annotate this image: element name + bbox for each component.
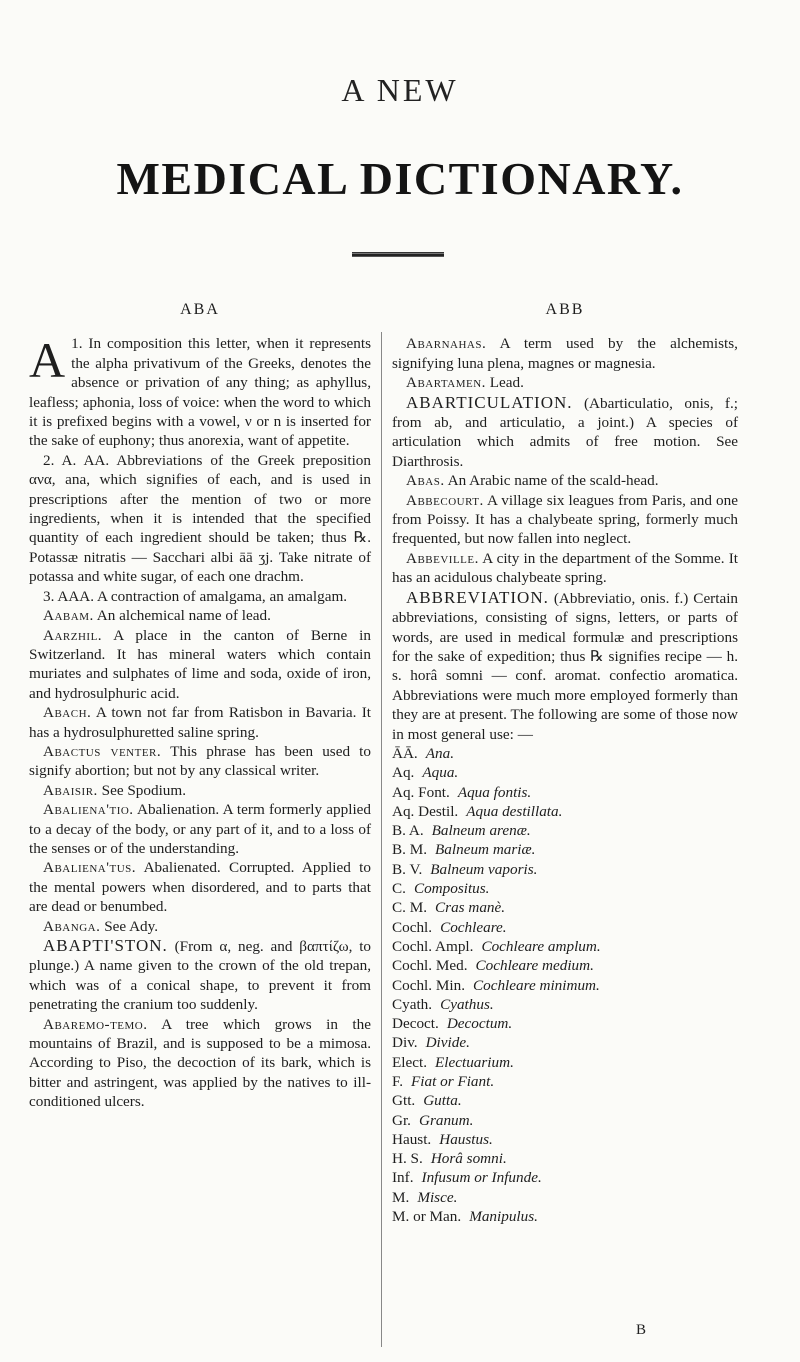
right-column <box>392 300 738 1226</box>
abbreviation-item <box>392 1188 738 1207</box>
abbreviation-meaning: Ana. <box>425 744 454 762</box>
abbreviation-term: Cochl. <box>392 918 433 936</box>
signature-mark: B <box>636 1322 647 1338</box>
abbreviation-term: H. S. <box>392 1150 423 1168</box>
entry-headword: ABAPTI'STON. <box>43 936 168 955</box>
abbreviation-term: Aq. Destil. <box>392 802 459 820</box>
entry-text: An alchemical name of lead. <box>96 607 271 625</box>
dictionary-entry <box>392 393 738 472</box>
abbreviation-term: Gtt. <box>392 1092 416 1110</box>
abbreviation-item <box>392 956 738 975</box>
column-divider <box>381 332 382 1347</box>
dictionary-entry <box>29 334 371 450</box>
dictionary-entry <box>392 549 738 588</box>
abbreviation-item <box>392 1149 738 1168</box>
entry-text: (Abbreviatio, onis. f.) Certain abbreviations, consisting of signs, letters, or parts of words, are used in medical formulæ and prescriptions for the sake of expedition; thus ℞ signifies recipe — h. s. horâ somni — conf. aromat. confectio aromatica. Abbreviations were much more employed formerly than they are at present. The following are some of those now in most general use: — <box>392 589 739 743</box>
abbreviation-meaning: Cochleare. <box>440 918 507 936</box>
abbreviation-term: C. <box>392 880 406 898</box>
abbreviation-term: Elect. <box>392 1053 427 1071</box>
abbreviation-meaning: Fiat or Fiant. <box>411 1072 495 1090</box>
abbreviation-meaning: Balneum vaporis. <box>430 860 538 878</box>
entry-text: Abalienated. Corrupted. Applied to the mental powers when disordered, and to parts that are dead or benumbed. <box>29 859 371 916</box>
abbreviation-meaning: Granum. <box>418 1111 474 1129</box>
abbreviation-item <box>392 744 738 763</box>
dictionary-entry <box>392 334 738 373</box>
dictionary-entry <box>29 703 371 742</box>
abbreviation-term: B. V. <box>392 860 423 878</box>
abbreviation-meaning: Cochleare minimum. <box>473 976 600 994</box>
abbreviation-term: B. M. <box>392 841 428 859</box>
entry-text: Abalienation. A term formerly applied to a decay of the body, or any part of it, and to a loss of the senses or of the understanding. <box>29 801 371 857</box>
left-entries <box>29 334 371 1111</box>
abbreviation-meaning: Cochleare amplum. <box>481 937 601 955</box>
abbreviation-item <box>392 1130 738 1149</box>
ornamental-rule <box>352 252 444 257</box>
dictionary-entry <box>29 742 371 781</box>
entry-text: A city in the department of the Somme. It has an acidulous chalybeate spring. <box>392 549 738 587</box>
abbreviation-term: ĀĀ. <box>392 744 418 762</box>
abbreviation-term: M. <box>392 1188 410 1206</box>
entry-text: 2. A. AA. Abbreviations of the Greek preposition ανα, ana, which signifies of each, and is used in prescriptions after the mention of two or more ingredients, when it is intended that the specified quantity of each ingredient should be taken; thus ℞. Potassæ nitratis — Sacchari albi āā ʒj. Take nitrate of potassa and white sugar, of each one drachm. <box>29 451 371 586</box>
abbreviation-term: Div. <box>392 1034 418 1052</box>
abbreviation-item <box>392 763 738 782</box>
abbreviation-term: Aq. Font. <box>392 783 450 801</box>
dictionary-entry <box>392 588 738 744</box>
abbreviation-meaning: Manipulus. <box>469 1208 538 1226</box>
abbreviation-item <box>392 1072 738 1091</box>
entry-text: See Spodium. <box>101 781 187 799</box>
abbreviation-meaning: Cyathus. <box>440 995 494 1013</box>
entry-text: An Arabic name of the scald-head. <box>447 472 659 490</box>
dictionary-entry <box>392 471 738 490</box>
abbreviation-meaning: Cochleare medium. <box>475 957 594 975</box>
entry-text: A place in the canton of Berne in Switzerland. It has mineral waters which contain muriates and sulphates of lime and soda, oxide of iron, and hydrosulphuric acid. <box>29 626 371 702</box>
abbreviation-term: B. A. <box>392 822 424 840</box>
abbreviation-meaning: Decoctum. <box>446 1015 513 1033</box>
abbreviation-item <box>392 783 738 802</box>
dictionary-entry <box>29 858 371 916</box>
abbreviation-term: Cochl. Ampl. <box>392 937 474 955</box>
entry-headword: ABBREVIATION. <box>406 587 549 607</box>
abbreviation-term: M. or Man. <box>392 1208 462 1226</box>
entry-text: Lead. <box>489 374 524 392</box>
abbreviation-item <box>392 898 738 917</box>
abbreviation-meaning: Electuarium. <box>435 1053 514 1071</box>
left-column <box>29 300 371 1112</box>
dictionary-entry <box>29 606 371 625</box>
abbreviation-term: Aq. <box>392 764 415 782</box>
dictionary-entry <box>29 1015 371 1112</box>
abbreviation-item <box>392 879 738 898</box>
abbreviation-item <box>392 1033 738 1052</box>
abbreviation-term: Decoct. <box>392 1015 439 1033</box>
abbreviation-item <box>392 840 738 859</box>
dictionary-entry <box>392 373 738 392</box>
entry-text: See Ady. <box>104 917 159 935</box>
abbreviation-meaning: Aqua. <box>422 764 459 782</box>
entry-headword: Abbeville. <box>406 549 479 567</box>
entry-text: A town not far from Ratisbon in Bavaria. It has a hydrosulphuretted saline spring. <box>29 704 371 741</box>
abbreviation-item <box>392 1014 738 1033</box>
abbreviation-meaning: Compositus. <box>413 880 490 898</box>
entry-headword: Abaremo-temo. <box>43 1015 148 1033</box>
entry-headword: Abactus venter. <box>43 742 162 760</box>
dictionary-entry <box>29 781 371 800</box>
abbreviation-term: Cyath. <box>392 995 433 1013</box>
abbreviation-item <box>392 821 738 840</box>
abbreviation-meaning: Divide. <box>425 1034 470 1052</box>
abbreviation-meaning: Gutta. <box>423 1092 462 1110</box>
abbreviation-meaning: Aqua fontis. <box>457 783 532 801</box>
entry-headword: Abaliena'tus. <box>43 859 137 877</box>
abbreviation-meaning: Horâ somni. <box>430 1150 507 1168</box>
entry-headword: Abbecourt. <box>406 491 484 509</box>
pre-title: A NEW <box>341 72 459 108</box>
abbreviation-item <box>392 1091 738 1110</box>
abbreviation-term: Cochl. Min. <box>392 976 465 994</box>
abbreviation-meaning: Cras manè. <box>435 899 506 917</box>
running-head-left: ABA <box>180 301 220 318</box>
entry-headword: Abach. <box>43 704 92 722</box>
entry-text: A tree which grows in the mountains of Brazil, and is supposed to be a mimosa. According to Piso, the decoction of its bark, which is bitter and astringent, was applied by the natives to ill-conditioned ulcers. <box>29 1015 371 1111</box>
abbreviation-item <box>392 802 738 821</box>
abbreviation-meaning: Balneum mariæ. <box>435 841 536 859</box>
dictionary-entry <box>29 800 371 858</box>
drop-cap: A <box>29 332 66 389</box>
abbreviation-item <box>392 937 738 956</box>
dictionary-entry <box>29 451 371 587</box>
abbreviation-meaning: Infusum or Infunde. <box>421 1169 542 1187</box>
entry-headword: Abarnahas. <box>406 335 487 353</box>
abbreviation-meaning: Aqua destillata. <box>466 802 563 820</box>
entry-headword: Abartamen. <box>406 374 486 392</box>
entry-text: (From α, neg. and βαπτίζω, to plunge.) A name given to the crown of the old trepan, which was of a conical shape, to prevent it from penetrating the cranium too suddenly. <box>29 938 372 1014</box>
entry-headword: Abaliena'tio. <box>43 801 134 819</box>
abbreviation-meaning: Balneum arenæ. <box>431 822 531 840</box>
abbreviation-item <box>392 1111 738 1130</box>
entry-text: 3. AAA. A contraction of amalgama, an amalgam. <box>43 587 348 605</box>
abbreviation-item <box>392 1207 738 1226</box>
entry-headword: ABARTICULATION. <box>406 392 573 412</box>
entry-text: 1. In composition this letter, when it represents the alpha privativum of the Greeks, denotes the absence or privation of any thing; as aphyllus, leafless; aphonia, loss of voice: when the word to which it is prefixed begins with a vowel, ν or n is inserted for the sake of euphony; thus anorexia, want of appetite. <box>29 335 371 450</box>
abbreviation-term: F. <box>392 1072 404 1090</box>
dictionary-entry <box>29 626 371 704</box>
entry-text: This phrase has been used to signify abortion; but not by any classical writer. <box>29 742 371 780</box>
abbreviation-item <box>392 918 738 937</box>
page-title: MEDICAL DICTIONARY. <box>116 153 684 204</box>
right-entries <box>392 334 738 744</box>
entry-text: A term used by the alchemists, signifying luna plena, magnes or magnesia. <box>392 335 738 372</box>
entry-headword: Abanga. <box>43 917 101 935</box>
abbreviation-term: Inf. <box>392 1169 414 1187</box>
running-head-right: ABB <box>545 301 585 318</box>
abbreviation-item <box>392 1053 738 1072</box>
abbreviation-item <box>392 860 738 879</box>
abbreviation-item <box>392 995 738 1014</box>
dictionary-entry <box>29 936 371 1015</box>
abbreviation-list <box>392 744 738 1226</box>
entry-headword: Aarzhil. <box>43 626 103 644</box>
abbreviation-item <box>392 976 738 995</box>
abbreviation-term: Gr. <box>392 1111 411 1129</box>
dictionary-entry <box>29 917 371 936</box>
entry-headword: Abas. <box>406 472 445 490</box>
entry-headword: Abaisir. <box>43 781 98 799</box>
abbreviation-meaning: Misce. <box>417 1188 458 1206</box>
abbreviation-meaning: Haustus. <box>439 1130 493 1148</box>
abbreviation-term: C. M. <box>392 899 428 917</box>
dictionary-entry <box>29 587 371 606</box>
abbreviation-term: Cochl. Med. <box>392 957 468 975</box>
entry-headword: Aabam. <box>43 607 94 625</box>
entry-text: (Abarticulatio, onis, f.; from ab, and articulatio, a joint.) A species of articulation which admits of free motion. See Diarthrosis. <box>392 394 739 470</box>
entry-text: A village six leagues from Paris, and one from Poissy. It has a chalybeate spring, formerly much frequented, but now fallen into neglect. <box>392 491 738 548</box>
abbreviation-item <box>392 1168 738 1187</box>
dictionary-entry <box>392 491 738 549</box>
abbreviation-term: Haust. <box>392 1130 432 1148</box>
